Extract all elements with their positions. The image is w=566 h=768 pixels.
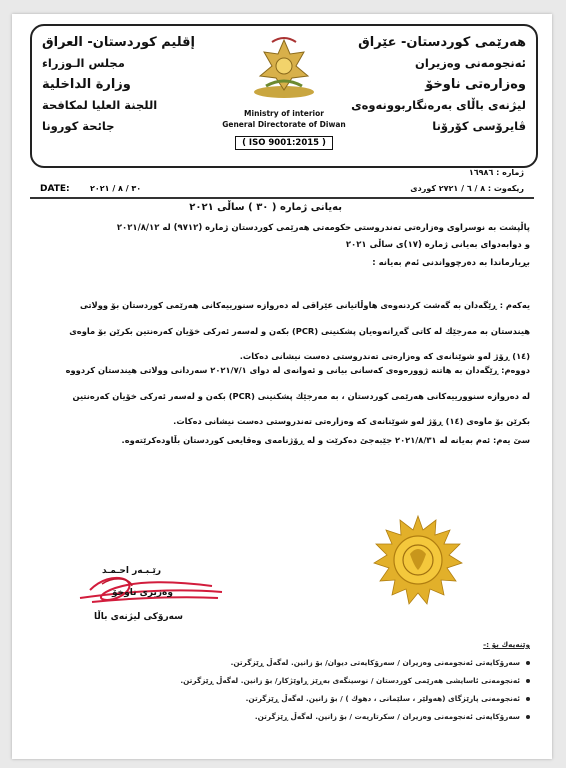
committee-ar: اللجنة العليا لمكافحة — [42, 98, 158, 112]
intro-line-2: و دوابەدوای بەیانی ژمارە (١٧)ی ساڵی ٢٠٢١ — [345, 240, 530, 250]
ministry-ar: وزارة الداخلية — [42, 77, 131, 92]
paragraph-first-line-1: ڕێگەدان بە گەشت کردنەوەی هاوڵاتیانی عێراقی لە دەروازە سنورییەکانی هەرێمی کوردستان بۆ وولاتی — [80, 300, 497, 311]
statement-title: بەیانی ژمارە ( ٣٠ ) ساڵی ٢٠٢١ — [189, 202, 342, 213]
ministry-ku: وەزارەتی ناوخۆ — [425, 77, 526, 92]
ministry-en: Ministry of interior — [244, 109, 324, 118]
signatory-role-1: وەزیری ناوخۆ — [112, 588, 173, 598]
letterhead-arabic — [42, 32, 212, 137]
letterhead-center — [217, 32, 351, 150]
cc-item-text: سەرۆکایەتی ئەنجومەنی وەزیران / سکرتاریەت / بۆ زانین. لەگەڵ ڕێزگرتن. — [254, 712, 520, 721]
council-ku: ئەنجومەنی وەزیران — [415, 56, 526, 70]
cc-item-text: سەرۆکایەتی ئەنجومەنی وەزیران / سەرۆکایەتی دیوان/ بۆ زانین. لەگەڵ ڕێزگرتن. — [230, 658, 520, 667]
committee-ku: لیژنەی باڵای بەرەنگاربوونەوەی — [351, 98, 526, 112]
directorate-en: General Directorate of Diwan — [222, 120, 346, 129]
region-title-ku: هەرێمی کوردستان- عێراق — [358, 35, 526, 50]
cc-item — [255, 712, 530, 721]
corona-ar: جائحة كورونا — [42, 119, 115, 133]
letterhead-kurdish — [351, 32, 526, 137]
paragraph-second-line-3: بکرێن بۆ ماوەی (١٤) ڕۆژ لەو شوێنانەی کە وەزارەتی تەندروستی دەست نیشانی دەکات. — [173, 415, 530, 426]
intro-line-3: بڕیارماندا بە دەرچوواندنی ئەم بەیانە : — [372, 258, 530, 268]
corona-ku: ڤایرۆسی کۆرۆنا — [432, 119, 526, 133]
signatory-name: رێـبـەر احـمـد — [102, 566, 162, 576]
cc-item — [246, 694, 530, 703]
kurdistan-emblem-icon — [244, 32, 324, 104]
cc-item-text: ئەنجومەنی پارێزگای (هەولێر ، سلێمانی ، دهوك ) / بۆ زانین. لەگەڵ ڕێزگرتن. — [245, 694, 520, 703]
paragraph-third-text: ئەم بەیانە لە ٢٠٢١/٨/٣١ جێبەجێ دەکرێت و لە ڕۆژنامەی وەقایعی کوردستان بڵاودەکرێتەوە. — [121, 435, 491, 446]
paragraph-first-line-2: هیندستان بە مەرجێك لە کاتی گەڕانەوەیان پشکنینی (PCR) بکەن و لەسەر ئەرکی خۆیان کەرەنتین بکرێن بۆ ماوەی — [69, 325, 530, 336]
cc-item — [180, 676, 530, 685]
date-value: ٣٠ / ٨ / ٢٠٢١ — [90, 184, 142, 193]
letterhead — [30, 24, 538, 168]
paragraph-second-line-1: ڕێگەدان بە هاتنە ژوورەوەی کەسانی بیانی و ئەوانەی لە دوای ٢٠٢١/٧/١ سەردانی وولاتی هیندستان کردووە — [65, 365, 499, 376]
paragraph-second-line-2: لە دەروازە سنوورییەکانی هەرێمی کوردستان ، بە مەرجێك پشکنینی (PCR) بکەن و لەسەر ئەرکی خۆیان کەرەنتین — [72, 390, 530, 401]
paragraph-first-label: یەکەم : — [499, 300, 530, 311]
kurdish-date: ریکەوت : ٨ / ٦ / ٢٧٢١ کوردی — [410, 184, 524, 193]
region-title-ar: إقليم كوردستان- العراق — [42, 35, 195, 50]
cc-heading: وێنەیەك بۆ :- — [483, 640, 530, 649]
bullet-icon — [526, 697, 530, 701]
official-seal-icon — [372, 514, 464, 606]
cc-item — [231, 658, 530, 667]
header-rule — [30, 197, 534, 199]
intro-line-1: پاڵپشت بە نوسراوی وەزارەتی تەندروستی حکومەتی هەرێمی کوردستان ژمارە (٩٧١٢) لە ٢٠٢١/٨/١٢ — [116, 223, 530, 233]
bullet-icon — [526, 661, 530, 665]
date-label: DATE: — [40, 184, 70, 194]
bullet-icon — [526, 679, 530, 683]
iso-badge: ( ISO 9001:2015 ) — [235, 136, 333, 150]
signatory-role-2: سەرۆکی لیژنەی باڵا — [94, 612, 183, 622]
council-ar: مجلس الـوزراء — [42, 56, 125, 70]
document-number: ژمارە : ١٦٩٨٦ — [468, 168, 524, 177]
paragraph-third-label: سێ یەم: — [493, 435, 530, 446]
document-page — [12, 14, 552, 759]
paragraph-second-label: دووەم: — [501, 365, 530, 376]
paragraph-first-line-3: (١٤) ڕۆژ لەو شوێنانەی کە وەزارەتی تەندروستی دەست نیشانی دەکات. — [239, 350, 530, 361]
bullet-icon — [526, 715, 530, 719]
paragraph-third — [34, 424, 530, 458]
cc-item-text: ئەنجومەنی ئاسایشی هەرێمی کوردستان / نوسینگەی بەڕێز ڕاوێژکار/ بۆ زانین. لەگەڵ ڕێزگرتن. — [180, 676, 520, 685]
